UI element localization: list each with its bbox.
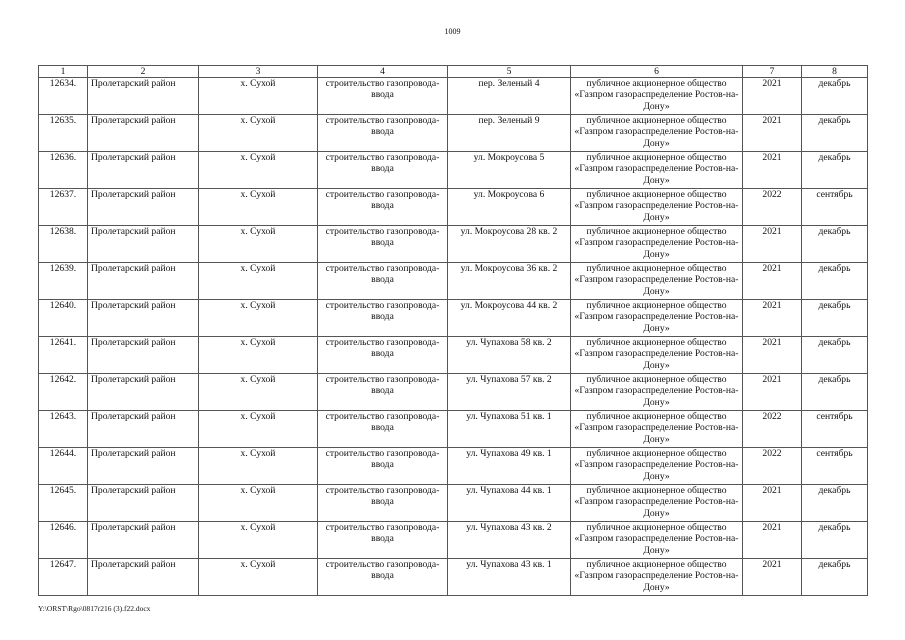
row-number-cell: 12634.	[39, 78, 88, 115]
column-header: 5	[448, 66, 571, 78]
address-cell: ул. Чупахова 43 кв. 2	[448, 522, 571, 559]
organization-cell: публичное акционерное общество «Газпром газораспределение Ростов-на-Дону»	[571, 522, 743, 559]
settlement-cell: х. Сухой	[199, 559, 318, 596]
year-cell: 2021	[743, 559, 802, 596]
month-cell: декабрь	[802, 263, 868, 300]
column-header: 1	[39, 66, 88, 78]
district-cell: Пролетарский район	[88, 189, 199, 226]
row-number-cell: 12647.	[39, 559, 88, 596]
row-number-cell: 12641.	[39, 337, 88, 374]
organization-cell: публичное акционерное общество «Газпром газораспределение Ростов-на-Дону»	[571, 189, 743, 226]
year-cell: 2021	[743, 300, 802, 337]
address-cell: ул. Чупахова 51 кв. 1	[448, 411, 571, 448]
settlement-cell: х. Сухой	[199, 152, 318, 189]
table-row	[39, 374, 868, 411]
organization-cell: публичное акционерное общество «Газпром газораспределение Ростов-на-Дону»	[571, 263, 743, 300]
organization-cell: публичное акционерное общество «Газпром газораспределение Ростов-на-Дону»	[571, 337, 743, 374]
row-number-cell: 12635.	[39, 115, 88, 152]
organization-cell: публичное акционерное общество «Газпром газораспределение Ростов-на-Дону»	[571, 411, 743, 448]
district-cell: Пролетарский район	[88, 411, 199, 448]
row-number-cell: 12643.	[39, 411, 88, 448]
district-cell: Пролетарский район	[88, 374, 199, 411]
address-cell: ул. Чупахова 58 кв. 2	[448, 337, 571, 374]
settlement-cell: х. Сухой	[199, 411, 318, 448]
address-cell: ул. Мокроусова 5	[448, 152, 571, 189]
row-number-cell: 12636.	[39, 152, 88, 189]
work-type-cell: строительство газопровода-ввода	[318, 152, 448, 189]
settlement-cell: х. Сухой	[199, 115, 318, 152]
district-cell: Пролетарский район	[88, 522, 199, 559]
work-type-cell: строительство газопровода-ввода	[318, 115, 448, 152]
work-type-cell: строительство газопровода-ввода	[318, 226, 448, 263]
district-cell: Пролетарский район	[88, 152, 199, 189]
year-cell: 2021	[743, 115, 802, 152]
month-cell: декабрь	[802, 337, 868, 374]
organization-cell: публичное акционерное общество «Газпром газораспределение Ростов-на-Дону»	[571, 152, 743, 189]
table-row	[39, 448, 868, 485]
row-number-cell: 12646.	[39, 522, 88, 559]
year-cell: 2021	[743, 152, 802, 189]
table-row	[39, 559, 868, 596]
settlement-cell: х. Сухой	[199, 78, 318, 115]
row-number-cell: 12638.	[39, 226, 88, 263]
month-cell: декабрь	[802, 115, 868, 152]
table-row	[39, 226, 868, 263]
month-cell: декабрь	[802, 559, 868, 596]
work-type-cell: строительство газопровода-ввода	[318, 559, 448, 596]
district-cell: Пролетарский район	[88, 448, 199, 485]
organization-cell: публичное акционерное общество «Газпром газораспределение Ростов-на-Дону»	[571, 485, 743, 522]
table-row	[39, 189, 868, 226]
district-cell: Пролетарский район	[88, 300, 199, 337]
year-cell: 2021	[743, 78, 802, 115]
organization-cell: публичное акционерное общество «Газпром газораспределение Ростов-на-Дону»	[571, 559, 743, 596]
settlement-cell: х. Сухой	[199, 189, 318, 226]
year-cell: 2021	[743, 522, 802, 559]
district-cell: Пролетарский район	[88, 115, 199, 152]
table-row	[39, 78, 868, 115]
organization-cell: публичное акционерное общество «Газпром газораспределение Ростов-на-Дону»	[571, 78, 743, 115]
district-cell: Пролетарский район	[88, 485, 199, 522]
year-cell: 2021	[743, 485, 802, 522]
work-type-cell: строительство газопровода-ввода	[318, 485, 448, 522]
work-type-cell: строительство газопровода-ввода	[318, 522, 448, 559]
registry-table	[38, 65, 868, 596]
work-type-cell: строительство газопровода-ввода	[318, 337, 448, 374]
organization-cell: публичное акционерное общество «Газпром газораспределение Ростов-на-Дону»	[571, 226, 743, 263]
address-cell: ул. Мокроусова 28 кв. 2	[448, 226, 571, 263]
year-cell: 2021	[743, 337, 802, 374]
work-type-cell: строительство газопровода-ввода	[318, 448, 448, 485]
settlement-cell: х. Сухой	[199, 337, 318, 374]
settlement-cell: х. Сухой	[199, 374, 318, 411]
month-cell: декабрь	[802, 78, 868, 115]
column-header: 4	[318, 66, 448, 78]
work-type-cell: строительство газопровода-ввода	[318, 374, 448, 411]
year-cell: 2022	[743, 189, 802, 226]
address-cell: ул. Чупахова 49 кв. 1	[448, 448, 571, 485]
year-cell: 2022	[743, 411, 802, 448]
settlement-cell: х. Сухой	[199, 226, 318, 263]
month-cell: декабрь	[802, 226, 868, 263]
address-cell: ул. Чупахова 57 кв. 2	[448, 374, 571, 411]
month-cell: декабрь	[802, 300, 868, 337]
month-cell: декабрь	[802, 152, 868, 189]
row-number-cell: 12639.	[39, 263, 88, 300]
row-number-cell: 12642.	[39, 374, 88, 411]
table-row	[39, 337, 868, 374]
row-number-cell: 12644.	[39, 448, 88, 485]
column-header: 8	[802, 66, 868, 78]
month-cell: сентябрь	[802, 411, 868, 448]
table-body	[39, 78, 868, 596]
district-cell: Пролетарский район	[88, 263, 199, 300]
row-number-cell: 12637.	[39, 189, 88, 226]
address-cell: ул. Мокроусова 6	[448, 189, 571, 226]
settlement-cell: х. Сухой	[199, 448, 318, 485]
organization-cell: публичное акционерное общество «Газпром газораспределение Ростов-на-Дону»	[571, 300, 743, 337]
column-header: 3	[199, 66, 318, 78]
district-cell: Пролетарский район	[88, 559, 199, 596]
address-cell: ул. Мокроусова 36 кв. 2	[448, 263, 571, 300]
address-cell: ул. Чупахова 44 кв. 1	[448, 485, 571, 522]
address-cell: ул. Мокроусова 44 кв. 2	[448, 300, 571, 337]
table-header-row	[39, 66, 868, 78]
settlement-cell: х. Сухой	[199, 485, 318, 522]
month-cell: сентябрь	[802, 448, 868, 485]
month-cell: декабрь	[802, 485, 868, 522]
work-type-cell: строительство газопровода-ввода	[318, 78, 448, 115]
address-cell: пер. Зеленый 4	[448, 78, 571, 115]
row-number-cell: 12645.	[39, 485, 88, 522]
table-row	[39, 411, 868, 448]
month-cell: декабрь	[802, 374, 868, 411]
work-type-cell: строительство газопровода-ввода	[318, 189, 448, 226]
address-cell: ул. Чупахова 43 кв. 1	[448, 559, 571, 596]
settlement-cell: х. Сухой	[199, 300, 318, 337]
page-number: 1009	[444, 27, 461, 36]
file-path-footer: Y:\ORST\Rgo\0817r216 (3).f22.docx	[38, 604, 151, 613]
table-row	[39, 485, 868, 522]
organization-cell: публичное акционерное общество «Газпром газораспределение Ростов-на-Дону»	[571, 448, 743, 485]
district-cell: Пролетарский район	[88, 226, 199, 263]
row-number-cell: 12640.	[39, 300, 88, 337]
address-cell: пер. Зеленый 9	[448, 115, 571, 152]
organization-cell: публичное акционерное общество «Газпром газораспределение Ростов-на-Дону»	[571, 115, 743, 152]
month-cell: декабрь	[802, 522, 868, 559]
column-header: 6	[571, 66, 743, 78]
work-type-cell: строительство газопровода-ввода	[318, 263, 448, 300]
table-row	[39, 522, 868, 559]
settlement-cell: х. Сухой	[199, 263, 318, 300]
table-row	[39, 300, 868, 337]
year-cell: 2021	[743, 226, 802, 263]
table-row	[39, 152, 868, 189]
year-cell: 2021	[743, 263, 802, 300]
table-row	[39, 115, 868, 152]
column-header: 2	[88, 66, 199, 78]
work-type-cell: строительство газопровода-ввода	[318, 300, 448, 337]
work-type-cell: строительство газопровода-ввода	[318, 411, 448, 448]
district-cell: Пролетарский район	[88, 337, 199, 374]
year-cell: 2022	[743, 448, 802, 485]
settlement-cell: х. Сухой	[199, 522, 318, 559]
district-cell: Пролетарский район	[88, 78, 199, 115]
organization-cell: публичное акционерное общество «Газпром газораспределение Ростов-на-Дону»	[571, 374, 743, 411]
table-row	[39, 263, 868, 300]
column-header: 7	[743, 66, 802, 78]
year-cell: 2021	[743, 374, 802, 411]
month-cell: сентябрь	[802, 189, 868, 226]
